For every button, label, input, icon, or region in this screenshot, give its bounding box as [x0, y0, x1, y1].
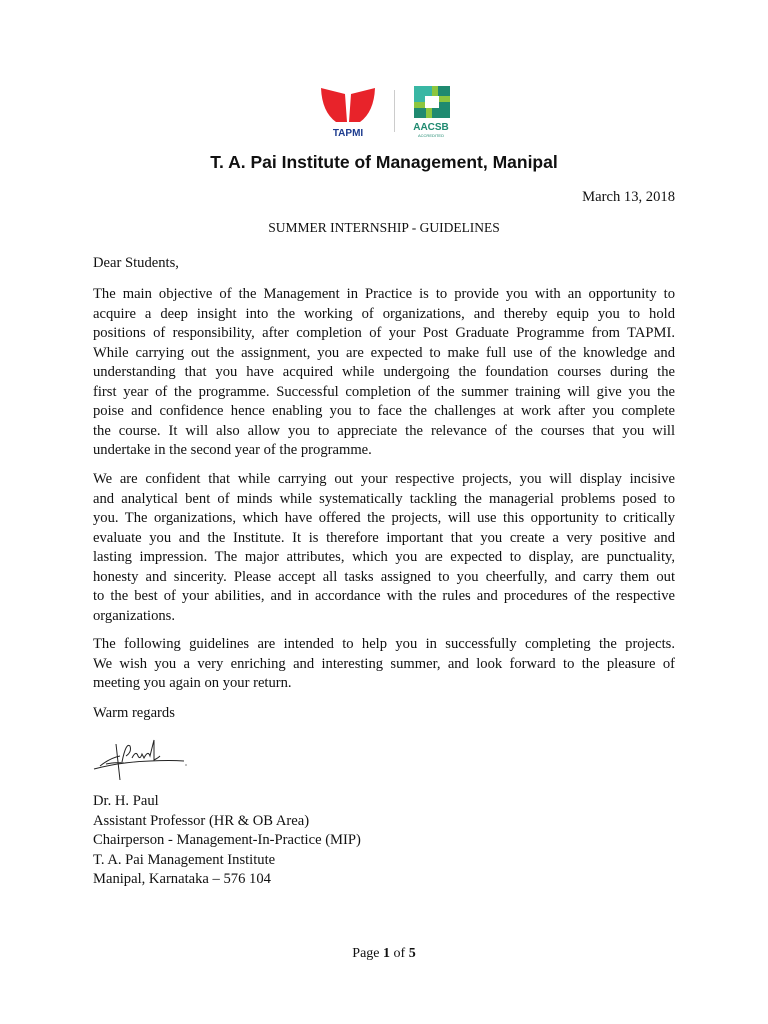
- signature: [90, 736, 190, 789]
- paragraph-1-line: positions of responsibility, after completion of your Post Graduate Programme from TAPMI.: [93, 325, 675, 341]
- paragraph-1-line: acquire a deep insight into the working of organizations, and thereby equip you to hold: [93, 305, 675, 322]
- paragraph-1-line: the course. It will also allow you to appreciate the relevance of the courses that you will: [93, 422, 675, 439]
- paragraph-1-line: poise and confidence hence enabling you to face the challenges at work after you complete: [93, 403, 675, 419]
- paragraph-2-line: and analytical bent of minds while systematically tackling the managerial problems posed to: [93, 490, 675, 507]
- paragraph-1-line: The main objective of the Management in Practice is to provide you with an opportunity to: [93, 286, 675, 302]
- paragraph-2-line: evaluate you and the Institute. It is therefore important that you create a very positive and: [93, 529, 675, 546]
- paragraph-2-line: honesty and sincerity. Please accept all tasks assigned to you cheerfully, and carry them out: [93, 568, 675, 585]
- paragraph-2-line: organizations.: [93, 607, 176, 624]
- page-number: [0, 946, 768, 962]
- signatory-line: Chairperson - Management-In-Practice (MIP): [93, 832, 361, 848]
- signatory-line: Manipal, Karnataka – 576 104: [93, 871, 271, 887]
- paragraph-2-line: to the best of your abilities, and in accordance with the rules and procedures of the respective: [93, 588, 675, 604]
- signatory-line: Dr. H. Paul: [93, 793, 159, 809]
- closing: Warm regards: [93, 705, 175, 721]
- paragraph-2-line: lasting impression. The major attributes, which you are expected to display, are punctuality,: [93, 549, 675, 565]
- paragraph-1-line: While carrying out the assignment, you are expected to make full use of the knowledge and: [93, 344, 675, 361]
- signatory-line: T. A. Pai Management Institute: [93, 851, 276, 868]
- current-page: 1: [383, 946, 391, 961]
- paragraph-1-line: first year of the programme. Successful completion of the summer training will give you the: [93, 383, 675, 400]
- paragraph-3-line: meeting you again on your return.: [93, 675, 292, 691]
- letter-heading: SUMMER INTERNSHIP - GUIDELINES: [268, 220, 500, 235]
- tapmi-logo-text: TAPMI: [332, 128, 364, 139]
- paragraph-2-line: We are confident that while carrying out your respective projects, you will display incisive: [93, 471, 675, 487]
- page-of: of: [390, 946, 409, 961]
- aacsb-logo-text: AACSB: [413, 122, 449, 133]
- salutation: Dear Students,: [93, 255, 179, 271]
- signatory-line: Assistant Professor (HR & OB Area): [93, 812, 310, 829]
- letter-date: March 13, 2018: [582, 189, 675, 205]
- paragraph-2-line: you. The organizations, which have offered the projects, will use this opportunity to critically: [93, 510, 675, 526]
- total-pages: 5: [408, 946, 416, 961]
- institute-title: T. A. Pai Institute of Management, Manipal: [210, 152, 558, 172]
- paragraph-3-line: We wish you a very enriching and interesting summer, and look forward to the pleasure of: [93, 655, 675, 672]
- aacsb-logo: [411, 86, 451, 138]
- aacsb-accredited-text: ACCREDITED: [417, 133, 444, 138]
- tapmi-logo: [318, 86, 378, 139]
- paragraph-1-line: understanding that you have acquired while undergoing the foundation courses during the: [93, 364, 675, 380]
- logo-divider: [394, 90, 395, 132]
- page-label: Page: [352, 946, 384, 961]
- paragraph-3-line: The following guidelines are intended to help you in successfully completing the projects.: [93, 636, 675, 652]
- paragraph-1-line: undertake in the second year of the programme.: [93, 442, 372, 458]
